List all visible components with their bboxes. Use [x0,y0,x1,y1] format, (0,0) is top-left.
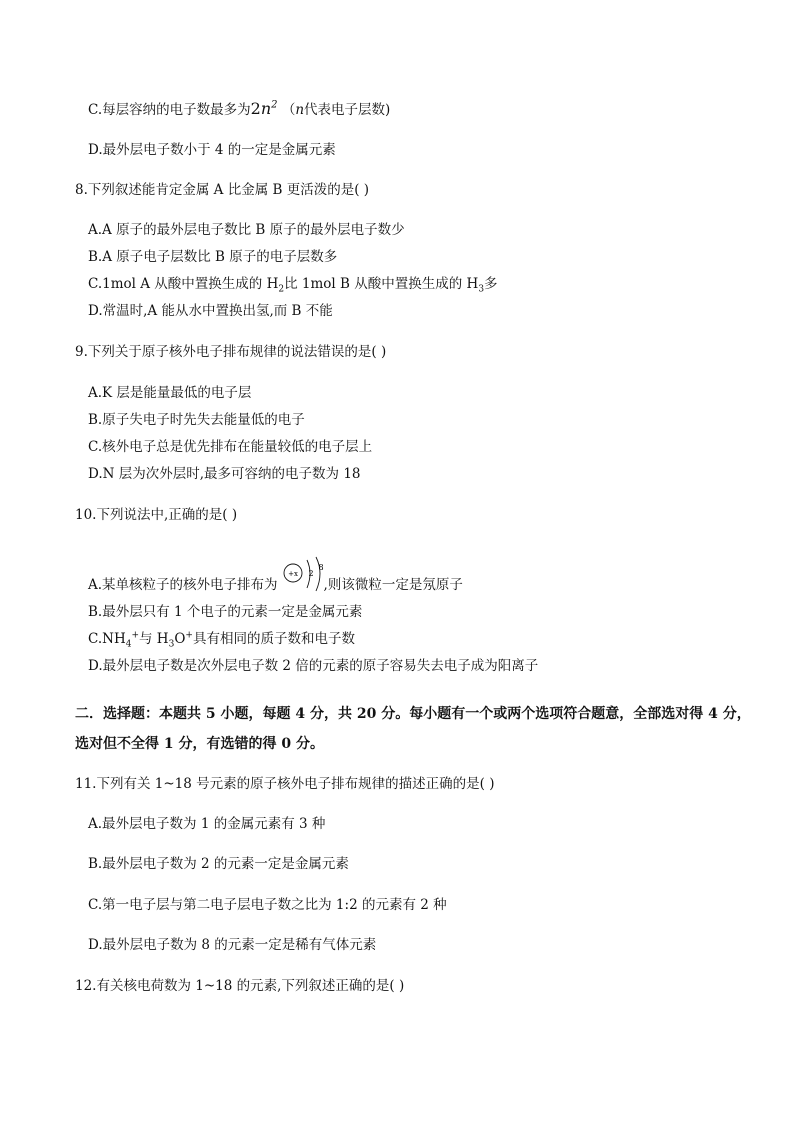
q9-stem: 9.下列关于原子核外电子排布规律的说法错误的是( ) [75,344,387,360]
nucleus-charge: +x [288,570,298,578]
shell2-electrons: 8 [318,563,324,572]
section2-heading-line2: 选对但不全得 1 分，有选错的得 0 分。 [75,736,324,752]
q10-option-c: $C.NH_4^+$与 $H_3O^+$具有相同的质子数和电子数 [88,630,355,650]
q12-stem: 12.有关核电荷数为 1~18 的元素,下列叙述正确的是( ) [75,978,405,994]
q8-option-d: D.常温时,A 能从水中置换出氢,而 B 不能 [88,303,333,319]
shell1-electrons: 2 [308,569,314,578]
atom-structure-diagram [282,556,334,594]
q9-option-a: A.K 层是能量最低的电子层 [88,385,252,401]
q11-option-d: D.最外层电子数为 8 的元素一定是稀有气体元素 [88,937,377,953]
q7-option-c: C.每层容纳的电子数最多为$2n^2$ （n代表电子层数) [88,99,391,118]
section2-heading-line1: 二．选择题：本题共 5 小题，每题 4 分，共 20 分。每小题有一个或两个选项符合题意，全部选对得 4 分， [75,706,751,722]
q9-option-c: C.核外电子总是优先排布在能量较低的电子层上 [88,439,373,455]
q10-option-b: B.最外层只有 1 个电子的元素一定是金属元素 [88,604,363,620]
q10-option-a: A.某单核粒子的核外电子排布为 ,则该微粒一定是氖原子 [88,577,463,593]
q8-option-a: A.A 原子的最外层电子数比 B 原子的最外层电子数少 [88,222,405,238]
q9-option-b: B.原子失电子时先失去能量低的电子 [88,412,305,428]
q10-option-d: D.最外层电子数是次外层电子数 2 倍的元素的原子容易失去电子成为阳离子 [88,658,539,674]
q8-option-b: B.A 原子电子层数比 B 原子的电子层数多 [88,249,338,265]
q11-stem: 11.下列有关 1~18 号元素的原子核外电子排布规律的描述正确的是( ) [75,776,495,792]
q7-option-d: D.最外层电子数小于 4 的一定是金属元素 [88,142,336,158]
q11-option-a: A.最外层电子数为 1 的金属元素有 3 种 [88,816,326,832]
q9-option-d: D.N 层为次外层时,最多可容纳的电子数为 18 [88,466,361,482]
q8-stem: 8.下列叙述能肯定金属 A 比金属 B 更活泼的是( ) [75,182,370,198]
q11-option-c: C.第一电子层与第二电子层电子数之比为 1:2 的元素有 2 种 [88,897,447,913]
q11-option-b: B.最外层电子数为 2 的元素一定是金属元素 [88,856,349,872]
q8-option-c: C.1mol A 从酸中置换生成的 $H_2$比 1mol B 从酸中置换生成的 $H_3$多 [88,276,498,295]
q7-formula: $2n^2$ [250,99,278,118]
q10-stem: 10.下列说法中,正确的是( ) [75,507,238,523]
